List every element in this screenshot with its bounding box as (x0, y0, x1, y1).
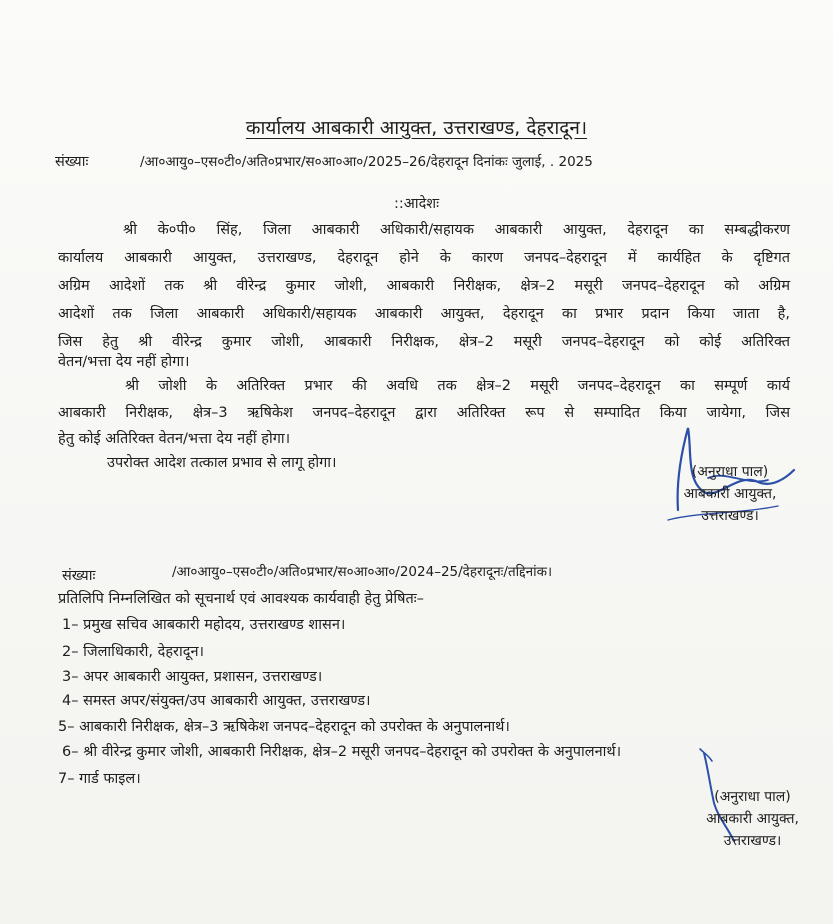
paragraph1-line: श्री के०पी० सिंह, जिला आबकारी अधिकारी/सहायक आबकारी आयुक्त, देहरादून का सम्बद्धीकरण (123, 222, 790, 238)
signatory-designation: आबकारी आयुक्त, (683, 486, 777, 502)
paragraph1-line: कार्यालय आबकारी आयुक्त, उत्तराखण्ड, देहरादून होने के कारण जनपद–देहरादून में कार्यहित के दृष्टिगत (58, 250, 790, 266)
paragraph2-line: आबकारी निरीक्षक, क्षेत्र–3 ऋषिकेश जनपद–देहरादून द्वारा अतिरिक्त रूप से सम्पादित किया जायेगा, जिस (58, 405, 790, 421)
order-heading: ::आदेशः (394, 196, 440, 212)
recipient-item: 1– प्रमुख सचिव आबकारी महोदय, उत्तराखण्ड शासन। (62, 617, 346, 633)
recipient-item: 5– आबकारी निरीक्षक, क्षेत्र–3 ऋषिकेश जनपद–देहरादून को उपरोक्त के अनुपालनार्थ। (58, 719, 510, 735)
paragraph1-line: आदेशों तक जिला आबकारी अधिकारी/सहायक आबकारी आयुक्त, देहरादून का प्रभार प्रदान किया जाता है, (58, 306, 790, 322)
copy-signatory-designation: आबकारी आयुक्त, (706, 811, 799, 827)
order-number-label: संख्याः (55, 154, 89, 170)
paragraph2-line: श्री जोशी के अतिरिक्त प्रभार की अवधि तक क्षेत्र–2 मसूरी जनपद–देहरादून का सम्पूर्ण कार्य (125, 378, 790, 394)
signatory-name: (अनुराधा पाल) (691, 464, 769, 480)
recipient-item: 2– जिलाधिकारी, देहरादून। (62, 644, 204, 660)
paragraph1-line: जिस हेतु श्री वीरेन्द्र कुमार जोशी, आबकारी निरीक्षक, क्षेत्र–2 मसूरी जनपद–देहरादून को कोई अतिरिक्त (58, 334, 790, 350)
signatory-state: उत्तराखण्ड। (701, 508, 759, 524)
recipient-item: 7– गार्ड फाइल। (58, 771, 141, 787)
office-title: कार्यालय आबकारी आयुक्त, उत्तराखण्ड, देहरादून। (245, 117, 588, 139)
copy-reference: /आ०आयु०–एस०टी०/अति०प्रभार/स०आ०आ०/2024–25/देहरादूनः/तद्दिनांक। (172, 564, 553, 580)
paragraph3: उपरोक्त आदेश तत्काल प्रभाव से लागू होगा। (107, 455, 337, 471)
paragraph1-line: अग्रिम आदेशों तक श्री वीरेन्द्र कुमार जोशी, आबकारी निरीक्षक, क्षेत्र–2 मसूरी जनपद–देहरादून को अग्रिम (58, 278, 790, 294)
copy-signatory-state: उत्तराखण्ड। (723, 833, 782, 849)
copy-number-label: संख्याः (62, 568, 96, 584)
recipient-item: 4– समस्त अपर/संयुक्त/उप आबकारी आयुक्त, उत्तराखण्ड। (62, 693, 371, 709)
copy-signatory-name: (अनुराधा पाल) (714, 789, 791, 805)
paragraph2-line: हेतु कोई अतिरिक्त वेतन/भत्ता देय नहीं होगा। (58, 431, 291, 447)
copy-signatory-block (690, 786, 815, 852)
recipient-item: 3– अपर आबकारी आयुक्त, प्रशासन, उत्तराखण्ड। (62, 669, 323, 685)
recipient-item: 6– श्री वीरेन्द्र कुमार जोशी, आबकारी निरीक्षक, क्षेत्र–2 मसूरी जनपद–देहरादून को उपरोक्त के अनुपालनार्थ। (62, 744, 622, 760)
signatory-block (670, 461, 790, 527)
paragraph1-line: वेतन/भत्ता देय नहीं होगा। (58, 354, 190, 370)
order-reference: /आ०आयु०–एस०टी०/अति०प्रभार/स०आ०आ०/2025–26/देहरादून दिनांकः जुलाई, . 2025 (140, 154, 593, 170)
copy-intro: प्रतिलिपि निम्नलिखित को सूचनार्थ एवं आवश्यक कार्यवाही हेतु प्रेषितः– (58, 591, 424, 607)
